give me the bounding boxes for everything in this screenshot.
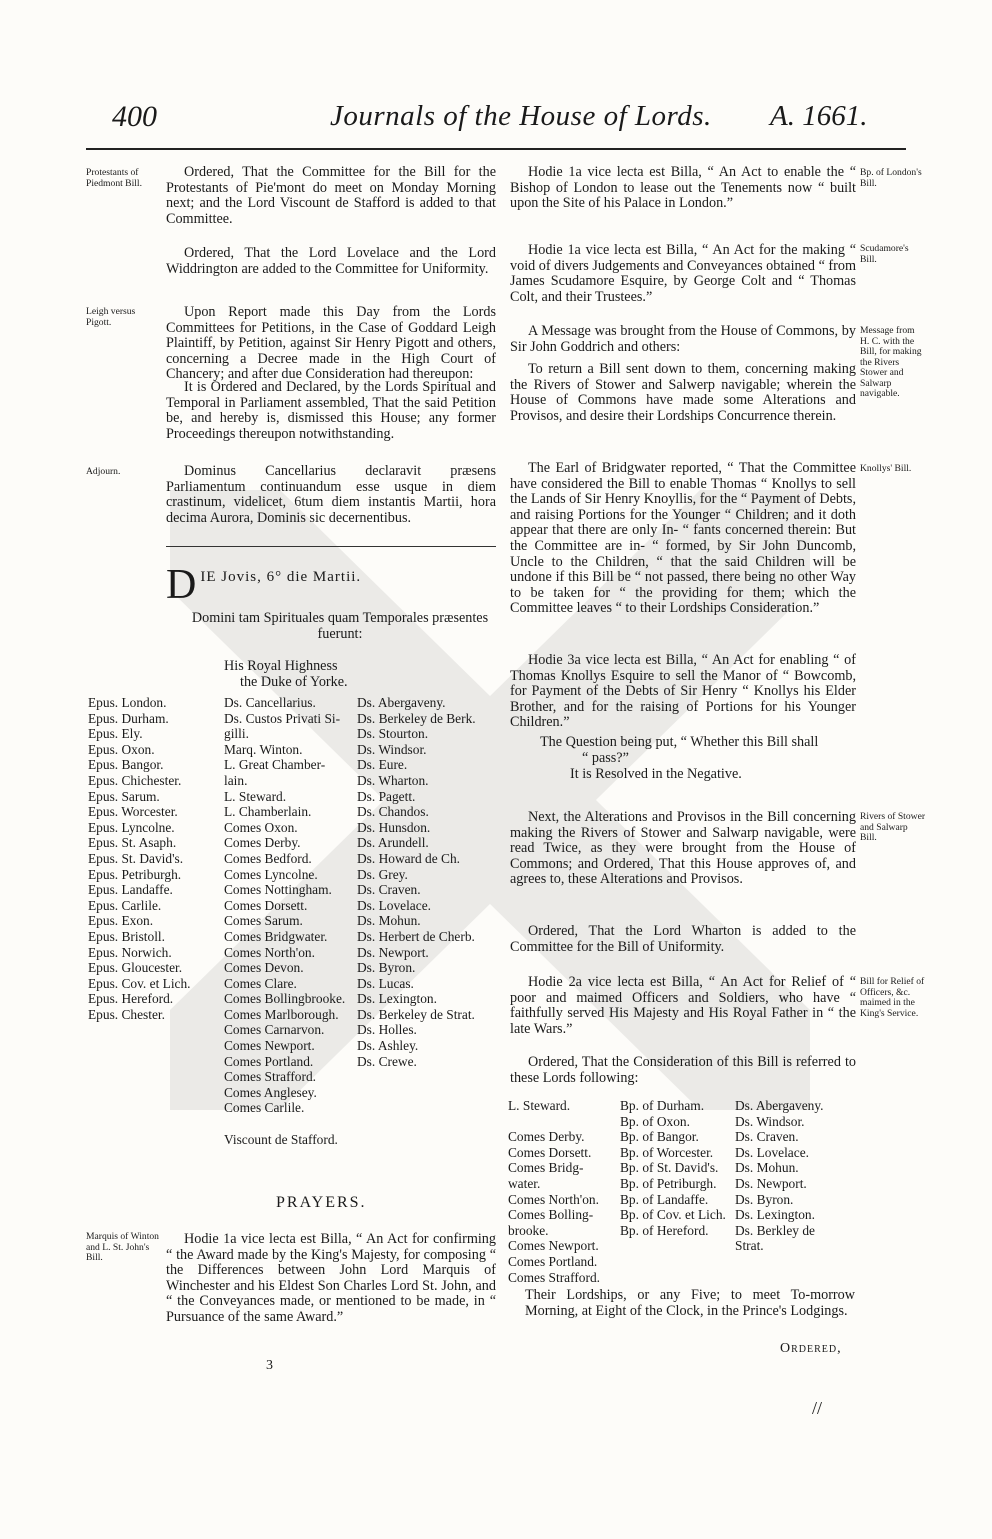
committee-member: Bp. of Bangor. — [620, 1129, 699, 1145]
committee-member: Bp. of Worcester. — [620, 1144, 714, 1160]
baron-entry: Ds. Stourton. — [357, 726, 429, 742]
margin-note-winton: Marquis of Winton and L. St. John's Bill. — [86, 1231, 159, 1263]
signature-mark: 3 — [266, 1358, 273, 1373]
baron-entry: Ds. Abergaveny. — [357, 695, 446, 710]
catchword: Ordered, — [780, 1341, 842, 1356]
bishop-entry: Epus. Landaffe. — [88, 882, 173, 898]
lord-entry: Comes Bedford. — [224, 850, 312, 866]
bishop-entry: Epus. Lyncolne. — [88, 819, 175, 835]
bishop-entry: Epus. Chester. — [88, 1006, 165, 1022]
committee-member: Bp. of Landaffe. — [620, 1191, 709, 1207]
royal-line-2: the Duke of Yorke. — [240, 673, 348, 690]
committee-member: Comes Strafford. — [508, 1269, 600, 1285]
bishop-entry: Epus. Exon. — [88, 913, 154, 929]
baron-entry: Ds. Eure. — [357, 757, 408, 773]
bishop-entry: Epus. Worcester. — [88, 804, 178, 820]
lord-entry: Viscount de Stafford. — [224, 1131, 338, 1147]
lord-entry: Comes Oxon. — [224, 819, 298, 835]
para-piedmont: Ordered, That the Committee for the Bill for the Protestants of Pie'mont do meet on Monday Morning next; and the Lord Viscount de Stafford is added to that Committee. — [166, 164, 496, 227]
committee-barons-list — [735, 1098, 855, 1254]
lord-entry: Ds. Cancellarius. — [224, 695, 316, 710]
committee-member: Comes Portland. — [508, 1253, 598, 1269]
page-number: 400 — [112, 100, 157, 133]
baron-entry: Ds. Newport. — [357, 944, 429, 960]
lord-entry: Marq. Winton. — [224, 741, 303, 757]
lord-entry: Comes Lyncolne. — [224, 866, 318, 882]
baron-entry: Ds. Pagett. — [357, 788, 416, 804]
lord-entry: Comes Carnarvon. — [224, 1022, 325, 1038]
domini-heading: Domini tam Spirituales quam Temporales præsentes fuerunt: — [191, 610, 489, 642]
day-heading-text: IE Jovis, 6° die Martii. — [200, 569, 362, 585]
committee-member: Ds. Berkley de — [735, 1222, 815, 1238]
baron-entry: Ds. Craven. — [357, 882, 421, 898]
lord-entry: Comes North'on. — [224, 944, 315, 960]
bishops-list — [88, 695, 228, 1022]
baron-entry: Ds. Lexington. — [357, 991, 437, 1007]
para-leigh-report: Upon Report made this Day from the Lords Committees for Petitions, in the Case of Goddard Leigh Plaintiff, by Petition, against Sir Henry Pigott and others, concerning a Decree made in the High Court of Chancery; and after due Consideration had thereupon: — [166, 304, 496, 383]
baron-entry: Ds. Byron. — [357, 960, 416, 976]
committee-member: Ds. Byron. — [735, 1191, 794, 1207]
resolved-negative: It is Resolved in the Negative. — [570, 766, 742, 782]
baron-entry: Ds. Grey. — [357, 866, 408, 882]
lord-entry: Comes Marlborough. — [224, 1006, 339, 1022]
lord-entry: gilli. — [224, 726, 249, 742]
question-line-1: The Question being put, “ Whether this Bill shall — [540, 734, 819, 750]
para-adjourn: Dominus Cancellarius declaravit præsens Parliamentum continuandum esse usque in diem crastinum, videlicet, 6tum diem instantis Martii, hora decima Aurora, Dominis sic decernentibus. — [166, 463, 496, 526]
margin-note-scudamore: Scudamore's Bill. — [860, 243, 909, 265]
prayers-heading: PRAYERS. — [276, 1194, 367, 1211]
committee-member: Ds. Mohun. — [735, 1160, 799, 1176]
committee-member: Ds. Abergaveny. — [735, 1098, 824, 1113]
baron-entry: Ds. Berkeley de Berk. — [357, 710, 476, 726]
committee-member: Comes North'on. — [508, 1191, 599, 1207]
bishop-entry: Epus. Oxon. — [88, 741, 155, 757]
question-line-2: “ pass?” — [582, 750, 629, 766]
committee-member: Bp. of St. David's. — [620, 1160, 719, 1176]
baron-entry: Ds. Chandos. — [357, 804, 429, 820]
margin-note-adjourn: Adjourn. — [86, 466, 121, 477]
committee-member — [508, 1114, 622, 1130]
baron-entry: Ds. Mohun. — [357, 913, 421, 929]
baron-entry: Ds. Hunsdon. — [357, 819, 431, 835]
lord-entry: L. Great Chamber- — [224, 757, 326, 773]
royal-highness — [224, 659, 348, 690]
committee-member: Comes Bolling- — [508, 1207, 594, 1223]
para-message: A Message was brought from the House of Commons, by Sir John Goddrich and others: — [510, 323, 856, 355]
baron-entry: Ds. Ashley. — [357, 1038, 419, 1054]
bishop-entry: Epus. London. — [88, 695, 167, 710]
lord-entry: Ds. Custos Privati Si- — [224, 710, 341, 726]
bishop-entry: Epus. Norwich. — [88, 944, 172, 960]
bishop-entry: Epus. St. Asaph. — [88, 835, 177, 851]
royal-line-1: His Royal Highness — [224, 658, 338, 674]
margin-note-relief: Bill for Relief of Officers, &c. maimed in the King's Service. — [860, 976, 925, 1019]
bishop-entry: Epus. Carlile. — [88, 897, 162, 913]
baron-entry: Ds. Berkeley de Strat. — [357, 1006, 475, 1022]
header-rule — [86, 148, 906, 150]
committee-member: Comes Derby. — [508, 1129, 585, 1145]
drop-cap: D — [166, 562, 197, 608]
lord-entry: Comes Strafford. — [224, 1069, 316, 1085]
bishop-entry: Epus. Hereford. — [88, 991, 174, 1007]
lord-entry: Comes Clare. — [224, 975, 297, 991]
baron-entry: Ds. Crewe. — [357, 1053, 417, 1069]
bishop-entry: Epus. Sarum. — [88, 788, 160, 804]
lord-entry: Comes Dorsett. — [224, 897, 308, 913]
committee-member: Comes Dorsett. — [508, 1144, 592, 1160]
margin-note-knollys: Knollys' Bill. — [860, 463, 912, 474]
committee-member: Ds. Craven. — [735, 1129, 799, 1145]
lord-entry: Comes Newport. — [224, 1038, 315, 1054]
pen-mark: // — [812, 1398, 823, 1418]
para-wharton: Ordered, That the Lord Wharton is added to the Committee for the Bill of Uniformity. — [510, 923, 856, 955]
bishop-entry: Epus. Ely. — [88, 726, 143, 742]
baron-entry: Ds. Howard de Ch. — [357, 850, 461, 866]
margin-note-message: Message from H. C. with the Bill, for making the Rivers Stower and Salwarp navigable. — [860, 325, 922, 399]
bishop-entry: Epus. Durham. — [88, 710, 169, 726]
committee-member: Bp. of Hereford. — [620, 1222, 709, 1238]
para-relief-bill: Hodie 2a vice lecta est Billa, “ An Act for Relief of “ poor and maimed Officers and Soldiers, who have “ faithfully served His Majesty and His Royal Father in “ the late Wars.” — [510, 974, 856, 1037]
para-bridgwater-report: The Earl of Bridgwater reported, “ That the Committee have considered the Bill to enable Thomas “ Knollys to sell the Lands of Sir Henry Knoyllis, for the “ Payment of Debts, and raising Portions for the Younger “ Children; and it doth appear that there are only In- “ fants concerned therein: But the Committee are in- “ formed, by Sir John Duncomb, Uncle to the Children, “ that the said Children will be undone if this Bill be “ not passed, there being no other Way to be taken for “ the providing for them; which the Committee leaves “ to their Lordships Consideration.” — [510, 460, 856, 617]
margin-note-piedmont: Protestants of Piedmont Bill. — [86, 167, 142, 189]
section-divider — [166, 546, 496, 547]
committee-member: Bp. of Oxon. — [620, 1113, 690, 1129]
lord-entry: Comes Bridgwater. — [224, 928, 328, 944]
bishop-entry: Epus. Bristoll. — [88, 928, 166, 944]
para-knollys-bill: Hodie 3a vice lecta est Billa, “ An Act for enabling “ of Thomas Knollys Esquire to sell the Manor of “ Bowcomb, for Payment of the Debts of Sir Henry “ Knollys his Elder Brother, and for the raising of Portions for his Younger Children.” — [510, 652, 856, 731]
bishop-entry: Epus. St. David's. — [88, 850, 184, 866]
bishop-entry: Epus. Petriburgh. — [88, 866, 182, 882]
bishop-entry: Epus. Bangor. — [88, 757, 164, 773]
baron-entry: Ds. Lovelace. — [357, 897, 431, 913]
bishop-entry: Epus. Gloucester. — [88, 960, 183, 976]
para-winton: Hodie 1a vice lecta est Billa, “ An Act for confirming “ the Award made by the King's Majesty, for composing “ the Differences between John Lord Marquis of Winchester and his Eldest Son Charles Lord St. John, and “ the Conveyances made, or mentioned to be made, in “ Pursuance of the same Award.” — [166, 1231, 496, 1325]
lord-entry: L. Steward. — [224, 788, 287, 804]
page-title: Journals of the House of Lords. — [330, 100, 712, 132]
lord-entry: lain. — [224, 772, 248, 788]
lord-entry: Comes Sarum. — [224, 913, 303, 929]
lord-entry — [224, 1116, 362, 1132]
committee-member: Ds. Newport. — [735, 1175, 807, 1191]
margin-note-leigh: Leigh versus Pigott. — [86, 306, 136, 328]
baron-entry: Ds. Wharton. — [357, 772, 429, 788]
day-heading — [166, 562, 496, 608]
barons-list — [357, 695, 497, 1069]
committee-member: Comes Newport. — [508, 1238, 599, 1254]
baron-entry: Ds. Holles. — [357, 1022, 417, 1038]
committee-member: L. Steward. — [508, 1098, 571, 1113]
baron-entry: Ds. Herbert de Cherb. — [357, 928, 475, 944]
committee-earls-list — [508, 1098, 622, 1285]
committee-member: Ds. Lexington. — [735, 1207, 815, 1223]
lord-entry: Comes Nottingham. — [224, 882, 332, 898]
committee-member: Comes Bridg- — [508, 1160, 584, 1176]
committee-member: Bp. of Petriburgh. — [620, 1175, 717, 1191]
lord-entry: Comes Anglesey. — [224, 1084, 317, 1100]
committee-member: Bp. of Cov. et Lich. — [620, 1207, 726, 1223]
baron-entry: Ds. Lucas. — [357, 975, 414, 991]
committee-member: Ds. Lovelace. — [735, 1144, 809, 1160]
lord-entry: Comes Devon. — [224, 960, 304, 976]
lord-entry: Comes Carlile. — [224, 1100, 305, 1116]
baron-entry: Ds. Windsor. — [357, 741, 427, 757]
para-meeting: Their Lordships, or any Five; to meet To-morrow Morning, at Eight of the Clock, in the Prince's Lodgings. — [525, 1287, 855, 1319]
para-leigh-order: It is Ordered and Declared, by the Lords Spiritual and Temporal in Parliament assembled, That the said Petition be, and hereby is, dismissed this House; any former Proceedings thereupon notwithstanding. — [166, 379, 496, 442]
lord-entry: Comes Derby. — [224, 835, 301, 851]
committee-member: Ds. Windsor. — [735, 1113, 805, 1129]
lord-entry: L. Chamberlain. — [224, 804, 312, 820]
para-lovelace: Ordered, That the Lord Lovelace and the Lord Widdrington are added to the Committee for Uniformity. — [166, 245, 496, 277]
para-scudamore: Hodie 1a vice lecta est Billa, “ An Act for the making “ void of divers Judgements and Conveyances obtained “ from James Scudamore Esquire, by George Colt and “ Thomas Colt, and their Trustees.” — [510, 242, 856, 305]
margin-note-rivers: Rivers of Stower and Salwarp Bill. — [860, 811, 926, 843]
bishop-entry: Epus. Cov. et Lich. — [88, 975, 191, 991]
para-alterations: Next, the Alterations and Provisos in the Bill concerning making the Rivers of Stower and Salwarp navigable, were read Twice, as they were brought from the House of Commons; and Ordered, That this House approves of, and agrees to, these Alterations and Provisos. — [510, 809, 856, 888]
year: A. 1661. — [770, 100, 868, 132]
margin-note-london: Bp. of London's Bill. — [860, 167, 922, 189]
committee-member: brooke. — [508, 1222, 549, 1238]
para-message-content: To return a Bill sent down to them, concerning making the Rivers of Stower and Salwerp navigable; wherein the House of Commons have made some Alterations and Provisos, and desire their Lordships Concurrence therein. — [510, 361, 856, 424]
para-referred: Ordered, That the Consideration of this Bill is referred to these Lords following: — [510, 1054, 856, 1086]
committee-member: Strat. — [735, 1238, 764, 1254]
committee-member: Bp. of Durham. — [620, 1098, 705, 1113]
committee-bishops-list — [620, 1098, 738, 1238]
baron-entry: Ds. Arundell. — [357, 835, 429, 851]
officers-list — [224, 695, 362, 1147]
committee-member: water. — [508, 1175, 541, 1191]
bishop-entry: Epus. Chichester. — [88, 772, 182, 788]
para-london: Hodie 1a vice lecta est Billa, “ An Act to enable the “ Bishop of London to lease out the Tenements now “ built upon the Site of his Palace in London.” — [510, 164, 856, 212]
lord-entry: Comes Portland. — [224, 1053, 314, 1069]
lord-entry: Comes Bollingbrooke. — [224, 991, 346, 1007]
